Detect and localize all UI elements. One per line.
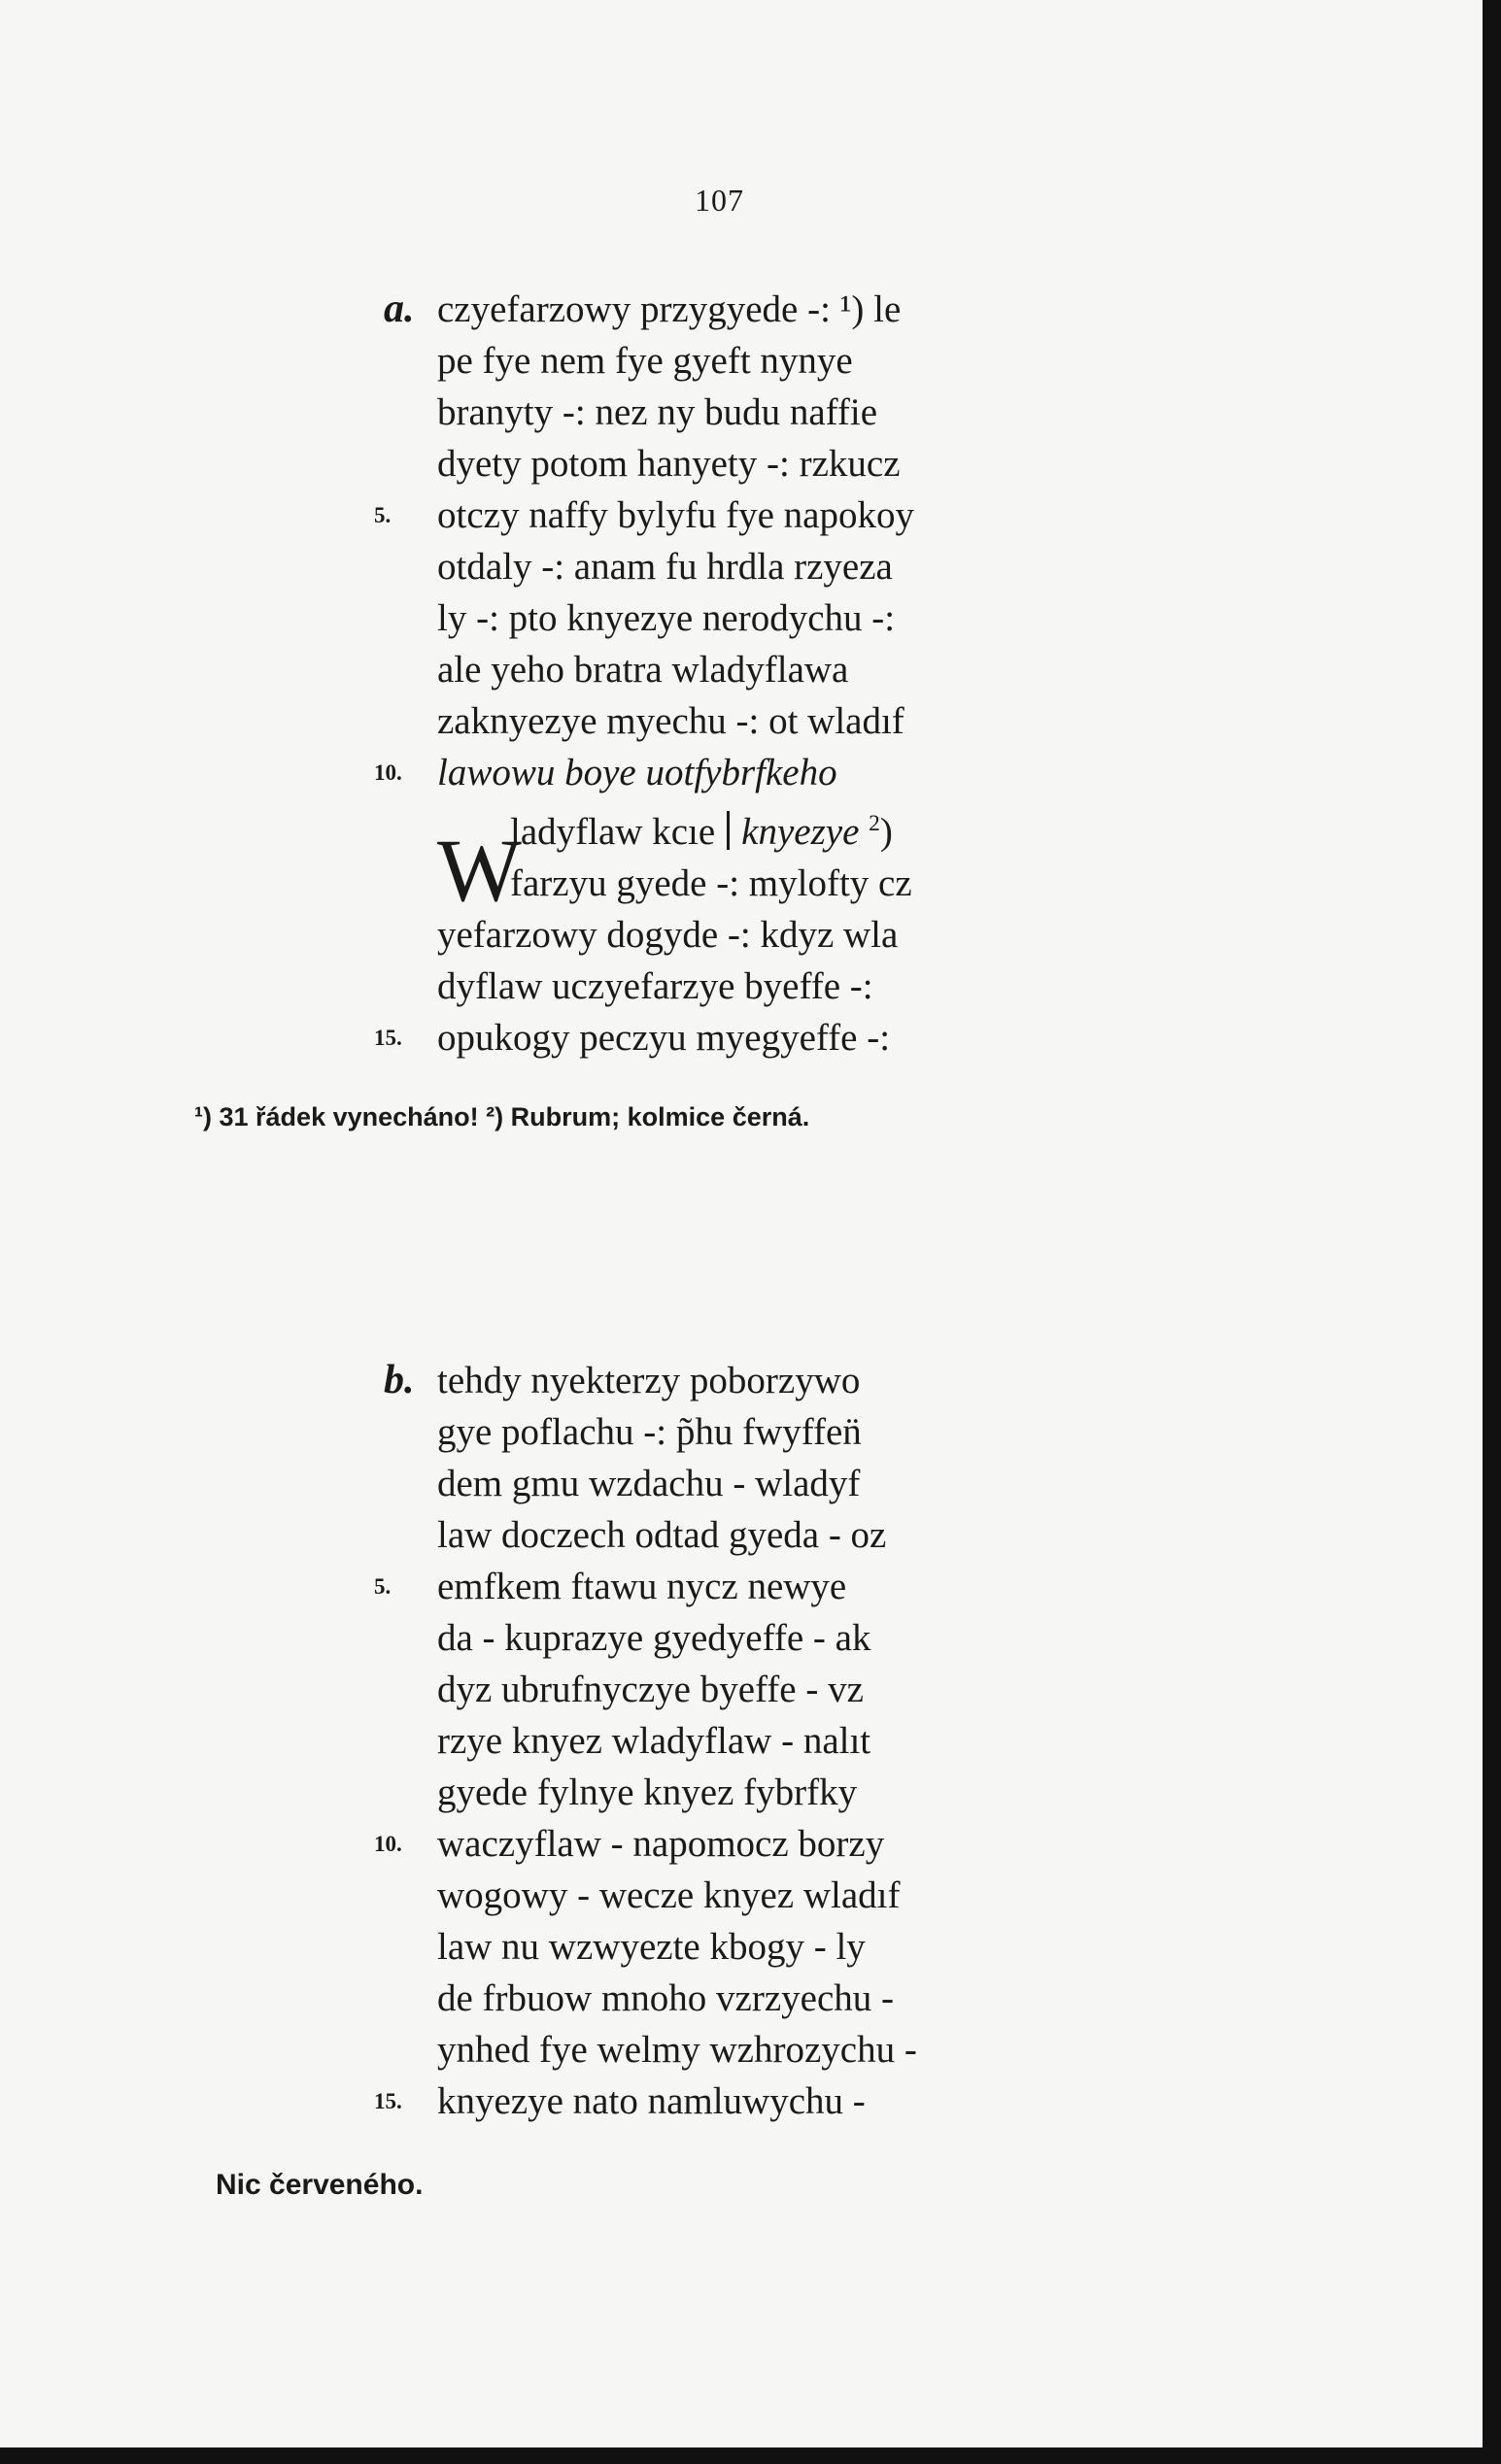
vertical-rule xyxy=(727,811,730,850)
text-line: lawowu boye uotfybrfkeho xyxy=(437,752,837,793)
line-number: 5. xyxy=(374,1574,392,1599)
footnote-mark-2: ²) xyxy=(486,1102,504,1131)
text-line: tehdy nyekterzy poborzywo xyxy=(437,1360,861,1401)
text-line: farzyu gyede -: mylofty cz xyxy=(510,862,912,904)
footnote-mark-1: ¹) xyxy=(194,1102,212,1131)
text-line: da - kuprazye gyedyeffe - ak xyxy=(437,1617,871,1659)
line-number: 10. xyxy=(374,1832,402,1856)
text-line: opukogy peczyu myegyeffe -: xyxy=(437,1017,891,1059)
footnote-mark: 2 xyxy=(869,811,880,836)
text-line: ale yeho bratra wladyflawa xyxy=(437,649,849,691)
line-number: 15. xyxy=(374,1026,402,1050)
section-b-label: b. xyxy=(384,1358,415,1402)
text-line: rzye knyez wladyflaw - nalıt xyxy=(437,1720,871,1762)
closing-paren: ) xyxy=(879,811,893,853)
line-number: 5. xyxy=(374,503,392,527)
text-line: pe fye nem fye gyeft nynye xyxy=(437,340,853,382)
text-line: ynhed fye welmy wzhrozychu - xyxy=(437,2029,917,2071)
text-line: dem gmu wzdachu - wladyf xyxy=(437,1463,861,1504)
footnote xyxy=(194,1097,809,1136)
text-line: wogowy - wecze knyez wladıf xyxy=(437,1874,901,1916)
text-line: dyety potom hanyety -: rzkucz xyxy=(437,443,901,485)
text-line: knyezye nato namluwychu - xyxy=(437,2080,866,2122)
footnote-text-2: Rubrum; kolmice černá. xyxy=(510,1102,810,1131)
text-line: de frbuow mnoho vzrzyechu - xyxy=(437,1977,894,2019)
text-line: yefarzowy dogyde -: kdyz wla xyxy=(437,914,899,956)
text-line: dyflaw uczyefarzye byeffe -: xyxy=(437,965,873,1007)
text-line: law nu wzwyezte kbogy - ly xyxy=(437,1926,866,1968)
text-line: law doczech odtad gyeda - oz xyxy=(437,1514,887,1556)
page-number: 107 xyxy=(695,183,744,218)
text-line: waczyflaw - napomocz borzy xyxy=(437,1823,885,1865)
footnote-text-1: 31 řádek vynecháno! xyxy=(219,1102,479,1131)
text-line-with-initial xyxy=(510,798,893,858)
line-number: 10. xyxy=(374,760,402,785)
text-line: emfkem ftawu nycz newye xyxy=(437,1566,847,1607)
initial-letter: W xyxy=(437,821,522,920)
line-text: ladyflaw kcıe xyxy=(510,811,716,853)
text-line: gyede fylnye knyez fybrfky xyxy=(437,1772,858,1813)
text-line: otdaly -: anam fu hrdla rzyeza xyxy=(437,546,893,588)
text-line: otczy naffy bylyfu fye napokoy xyxy=(437,494,914,536)
text-line: gye poflachu -: p̃hu fwyffen̈ xyxy=(437,1411,862,1453)
rubric-word: knyezye xyxy=(741,811,860,853)
section-a-label: a. xyxy=(384,287,415,331)
text-line: ly -: pto knyezye nerodychu -: xyxy=(437,597,896,639)
text-line: zaknyezye myechu -: ot wladıf xyxy=(437,700,904,742)
line-number: 15. xyxy=(374,2089,402,2113)
text-line: czyefarzowy przygyede -: ¹) le xyxy=(437,288,902,330)
text-line: dyz ubrufnyczye byeffe - vz xyxy=(437,1669,864,1710)
bottom-note: Nic červeného. xyxy=(216,2169,424,2201)
text-line: branyty -: nez ny budu naffie xyxy=(437,391,878,433)
